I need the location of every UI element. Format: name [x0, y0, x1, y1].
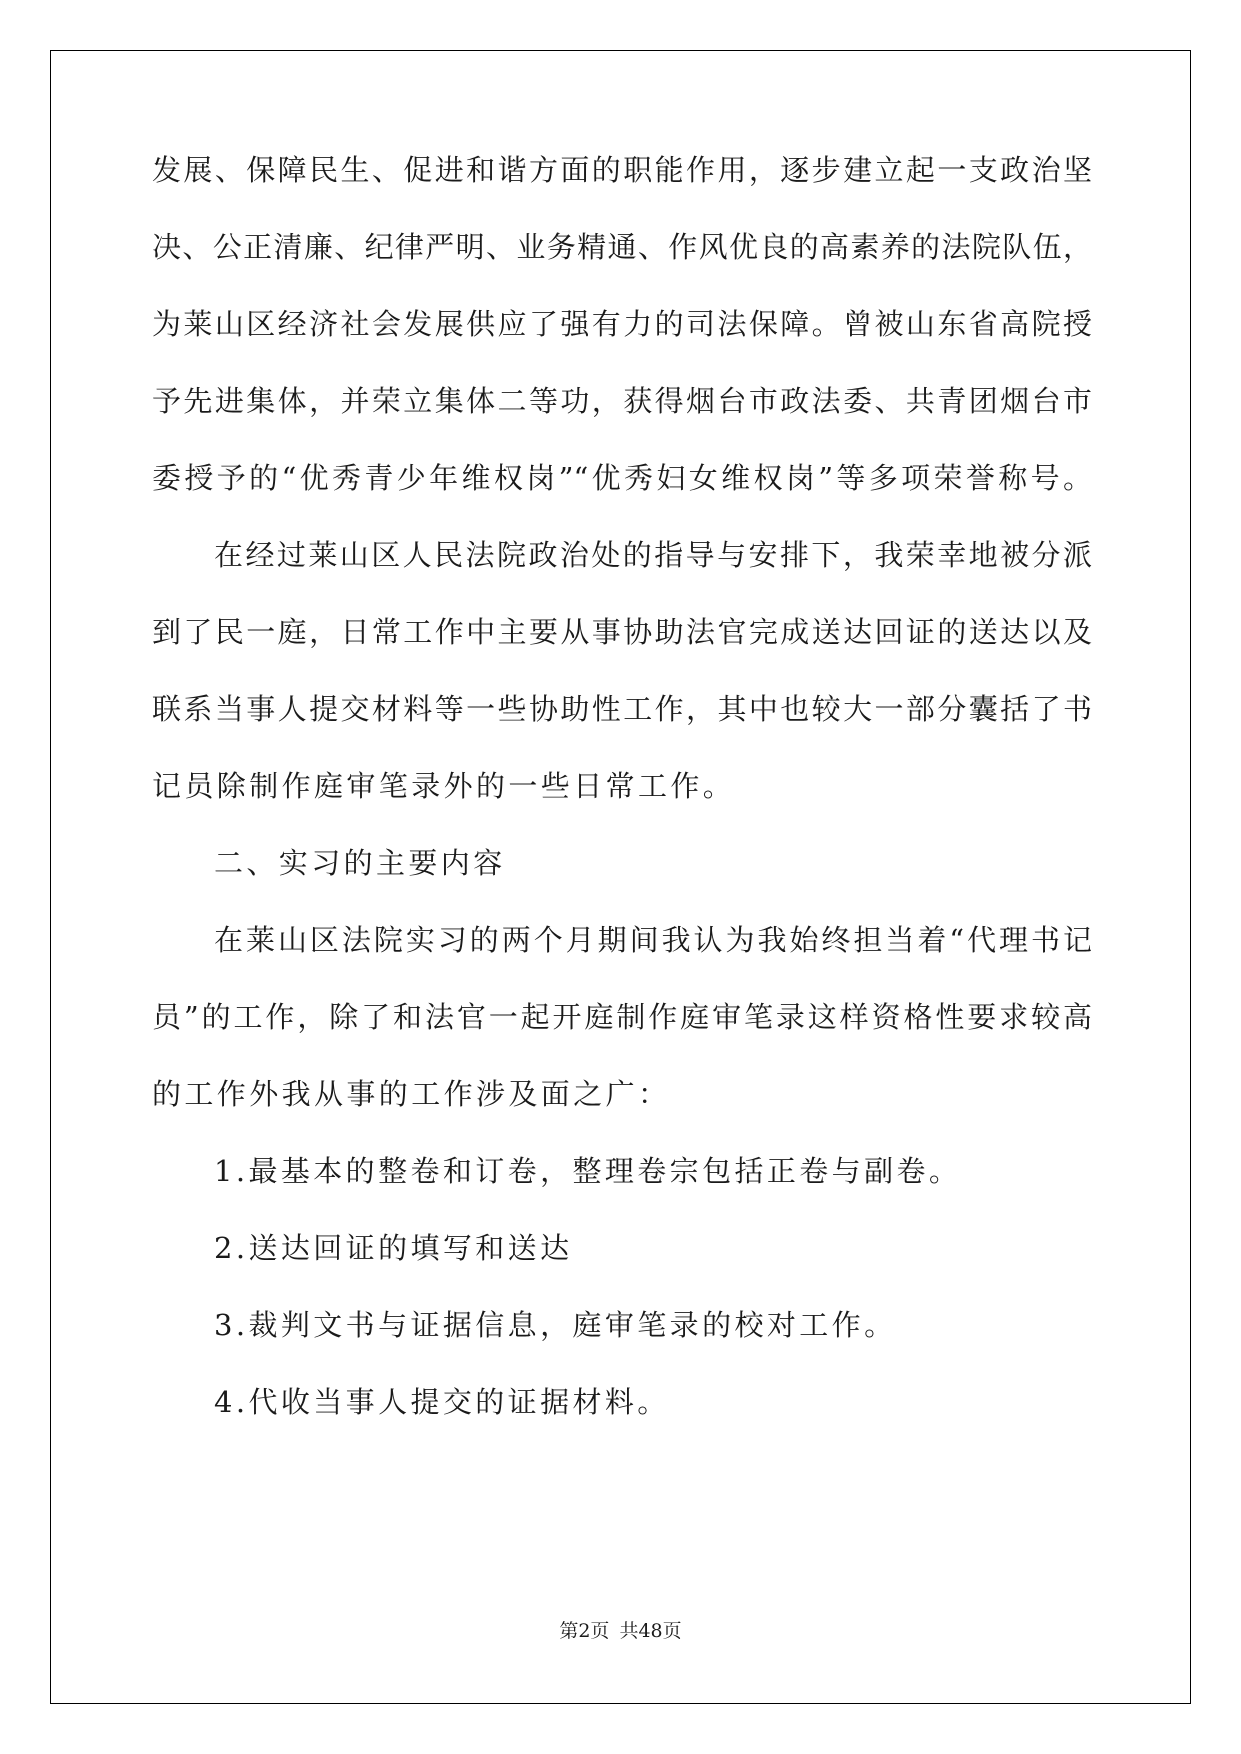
page-number: 第2页: [559, 1620, 610, 1642]
page-footer: [0, 1619, 1241, 1643]
text-line: 委授予的“优秀青少年维权岗”“优秀妇女维权岗”等多项荣誉称号。: [152, 461, 1092, 495]
text-line: 发展、保障民生、促进和谐方面的职能作用，逐步建立起一支政治坚: [152, 153, 1092, 187]
paragraph-first-line: 在经过莱山区人民法院政治处的指导与安排下，我荣幸地被分派: [214, 538, 1092, 572]
text-line: 予先进集体，并荣立集体二等功，获得烟台市政法委、共青团烟台市: [152, 384, 1092, 418]
text-line: 决、公正清廉、纪律严明、业务精通、作风优良的高素养的法院队伍，: [152, 230, 1092, 264]
list-item: 1.最基本的整卷和订卷，整理卷宗包括正卷与副卷。: [214, 1154, 962, 1188]
text-line: 到了民一庭，日常工作中主要从事协助法官完成送达回证的送达以及: [152, 615, 1092, 649]
list-item: 2.送达回证的填写和送达: [214, 1231, 573, 1265]
paragraph-first-line: 在莱山区法院实习的两个月期间我认为我始终担当着“代理书记: [214, 923, 1092, 957]
text-line: 记员除制作庭审笔录外的一些日常工作。: [152, 769, 736, 803]
section-heading: 二、实习的主要内容: [214, 846, 506, 880]
list-item: 3.裁判文书与证据信息，庭审笔录的校对工作。: [214, 1308, 897, 1342]
text-line: 联系当事人提交材料等一些协助性工作，其中也较大一部分囊括了书: [152, 692, 1092, 726]
list-item: 4.代收当事人提交的证据材料。: [214, 1385, 670, 1419]
text-line: 为莱山区经济社会发展供应了强有力的司法保障。曾被山东省高院授: [152, 307, 1092, 341]
text-line: 员”的工作，除了和法官一起开庭制作庭审笔录这样资格性要求较高: [152, 1000, 1092, 1034]
text-line: 的工作外我从事的工作涉及面之广：: [152, 1077, 671, 1111]
page-total: 共48页: [619, 1620, 682, 1642]
